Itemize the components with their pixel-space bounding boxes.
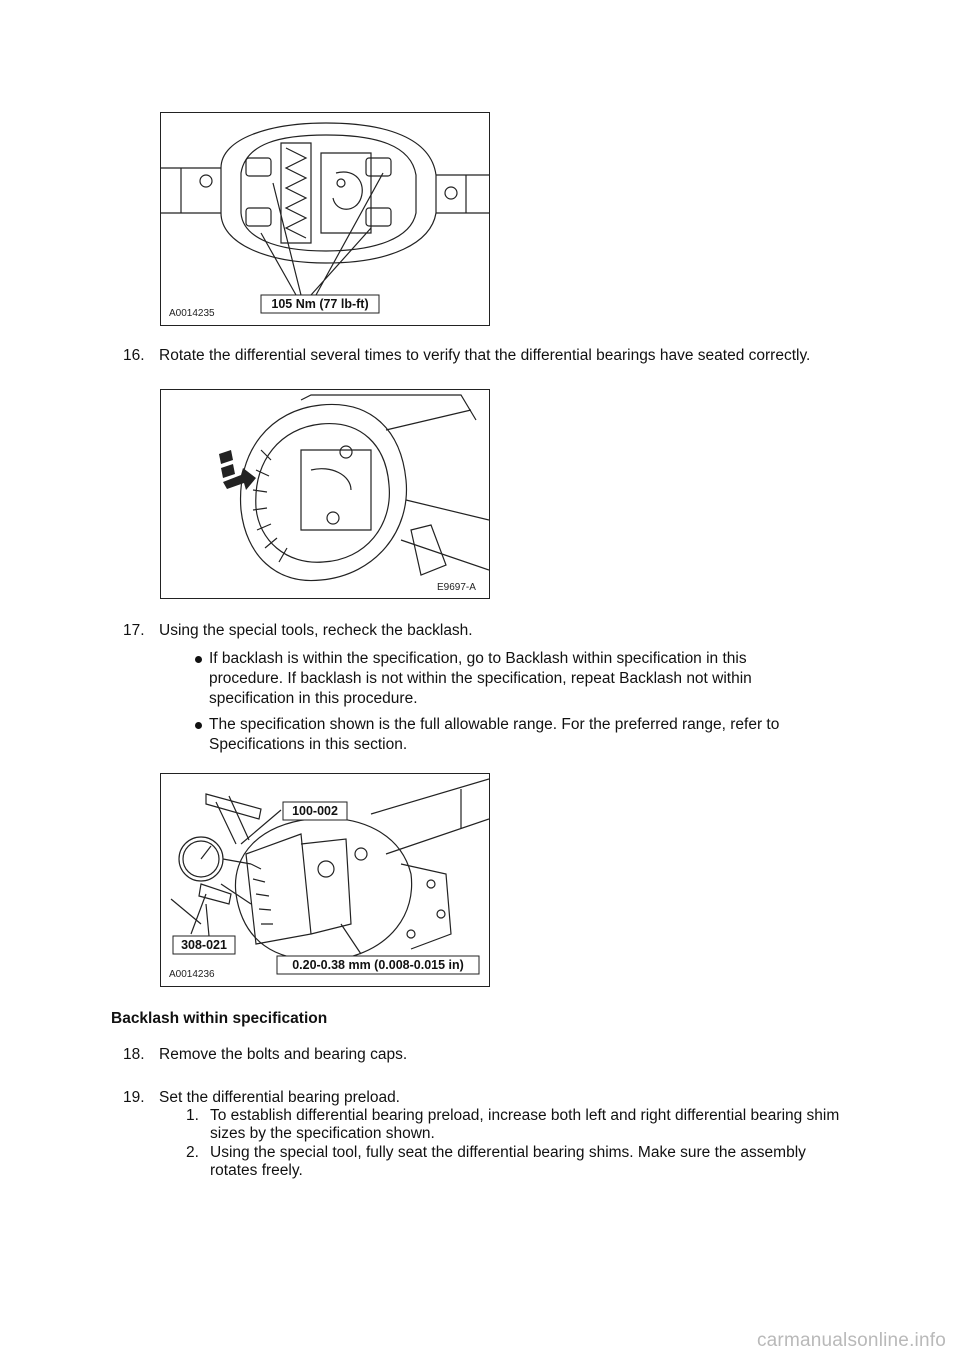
step-text: Set the differential bearing preload. [159, 1089, 400, 1106]
step-number: 16. [123, 347, 145, 364]
torque-callout: 105 Nm (77 lb-ft) [271, 297, 369, 311]
step-number: 19. [123, 1089, 145, 1106]
figure-differential-bolts [160, 112, 490, 326]
bullet-text: The specification shown is the full allowable range. For the preferred range, refer to Specifications in this section. [209, 716, 780, 753]
watermark: carmanualsonline.info [756, 1330, 946, 1351]
step-number: 18. [123, 1046, 145, 1063]
bullet-icon [195, 722, 202, 729]
figure-code: E9697-A [437, 582, 476, 593]
sub-step-number: 2. [186, 1144, 199, 1161]
sub-step-number: 1. [186, 1107, 199, 1124]
section-heading: Backlash within specification [111, 1010, 328, 1027]
figure-code: A0014236 [169, 969, 215, 980]
step-text: Rotate the differential several times to verify that the differential bearings have seated correctly. [159, 347, 811, 364]
tool-callout-100-002: 100-002 [292, 804, 338, 818]
figure-code: A0014235 [169, 308, 215, 319]
step-text: Remove the bolts and bearing caps. [159, 1046, 408, 1063]
step-text: Using the special tools, recheck the backlash. [159, 622, 473, 639]
tool-callout-308-021: 308-021 [181, 938, 227, 952]
sub-step-text: Using the special tool, fully seat the differential bearing shims. Make sure the assembly rotates freely. [210, 1144, 806, 1179]
bullet-icon [195, 656, 202, 663]
step-number: 17. [123, 622, 145, 639]
sub-step-text: To establish differential bearing preload, increase both left and right differential bearing shim sizes by the specification shown. [210, 1107, 840, 1142]
figure-rotate-differential [160, 389, 490, 599]
figure-backlash-check [160, 773, 490, 987]
spec-callout: 0.20-0.38 mm (0.008-0.015 in) [292, 958, 464, 972]
bullet-text: If backlash is within the specification, go to Backlash within specification in this procedure. If backlash is not within the specification, repeat Backlash not within specification in this procedure. [209, 650, 752, 707]
